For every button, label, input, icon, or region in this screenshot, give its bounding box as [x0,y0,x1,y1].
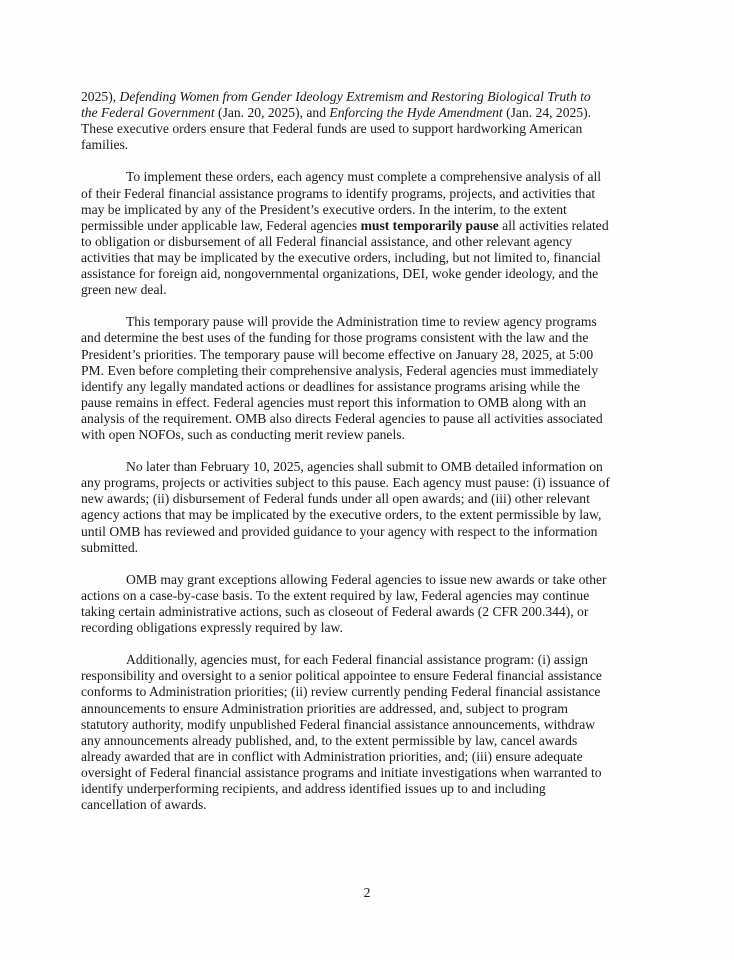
text-line [81,572,653,588]
text-segment: cancellation of awards. [81,797,207,813]
text-line [81,781,653,797]
text-segment: statutory authority, modify unpublished Federal financial assistance announcements, withdraw [81,716,596,732]
text-segment: green new deal. [81,282,167,298]
text-segment: actions on a case-by-case basis. To the extent required by law, Federal agencies may continue [81,587,590,603]
text-line [81,540,653,556]
text-line [81,652,653,668]
text-line [81,459,653,475]
text-line [81,266,653,282]
text-line [81,330,653,346]
text-segment: of their Federal financial assistance programs to identify programs, projects, and activities that [81,185,596,201]
paragraph-exceptions [81,572,653,636]
text-line [81,620,653,636]
text-segment: oversight of Federal financial assistance programs and initiate investigations when warranted to [81,764,602,780]
text-segment: announcements to ensure Administration priorities are addressed, and, subject to program [81,700,568,716]
text-segment: conforms to Administration priorities; (ii) review currently pending Federal financial assistance [81,684,601,700]
text-line [81,765,653,781]
text-line [81,186,653,202]
text-segment: and determine the best uses of the funding for those programs consistent with the law and the [81,330,589,346]
text-line [81,121,653,137]
text-segment: may be implicated by any of the President’s executive orders. In the interim, to the extent [81,201,567,217]
text-segment: No later than February 10, 2025, agencies shall submit to OMB detailed information on [126,459,603,475]
text-line [81,701,653,717]
text-segment: To implement these orders, each agency must complete a comprehensive analysis of all [126,169,602,185]
text-segment: with open NOFOs, such as conducting merit review panels. [81,426,405,442]
text-segment: identify underperforming recipients, and address identified issues up to and including [81,781,546,797]
document-body [81,89,653,829]
text-segment: families. [81,137,129,153]
text-line [81,234,653,250]
text-segment: identify any legally mandated actions or deadlines for assistance programs arising while the [81,378,581,394]
text-segment: This temporary pause will provide the Administration time to review agency programs [126,314,597,330]
text-line [81,427,653,443]
text-line [81,749,653,765]
text-segment: all activities related [498,217,609,233]
text-line [81,137,653,153]
text-segment: activities that may be implicated by the executive orders, including, but not limited to, financial [81,249,601,265]
text-line [81,202,653,218]
text-segment: new awards; (ii) disbursement of Federal funds under all open awards; and (iii) other relevant [81,491,590,507]
text-segment: taking certain administrative actions, such as closeout of Federal awards (2 CFR 200.344), or [81,604,589,619]
text-line [81,588,653,604]
text-line [81,524,653,540]
text-line [81,668,653,684]
text-line [81,314,653,330]
text-line [81,395,653,411]
text-line [81,684,653,700]
text-segment: Additionally, agencies must, for each Federal financial assistance program: (i) assign [126,652,588,668]
paragraph-implement-orders [81,169,653,298]
text-line [81,218,653,234]
text-line [81,347,653,363]
text-line [81,282,653,298]
text-line [81,507,653,523]
text-segment: recording obligations expressly required by law. [81,620,343,636]
text-line [81,89,653,105]
text-line [81,733,653,749]
italic-title: Enforcing the Hyde Amendment [329,105,503,121]
paragraph-temporary-pause [81,314,653,443]
page-number: 2 [363,885,371,900]
text-line [81,250,653,266]
text-segment: permissible under applicable law, Federal agencies [81,217,361,233]
text-line [81,604,653,620]
italic-title: Defending Women from Gender Ideology Extremism and Restoring Biological Truth to [119,89,591,104]
text-segment: any programs, projects or activities subject to this pause. Each agency must pause: (i) issuance of [81,475,610,491]
text-segment: pause remains in effect. Federal agencies must report this information to OMB along with an [81,394,587,410]
paragraph-continuation [81,89,653,153]
text-segment: (Jan. 20, 2025), and [214,105,330,121]
text-segment: OMB may grant exceptions allowing Federal agencies to issue new awards or take other [126,571,607,587]
text-line [81,491,653,507]
text-line [81,411,653,427]
text-segment: These executive orders ensure that Federal funds are used to support hardworking American [81,121,583,137]
paragraph-submission-deadline [81,459,653,556]
text-segment: agency actions that may be implicated by the executive orders, to the extent permissible by law, [81,507,602,523]
text-line [81,797,653,813]
text-segment: assistance for foreign aid, nongovernmental organizations, DEI, woke gender ideology, and the [81,266,599,282]
text-segment: analysis of the requirement. OMB also directs Federal agencies to pause all activities associated [81,410,603,426]
text-line [81,363,653,379]
bold-emphasis: must temporarily pause [360,217,499,233]
italic-title: the Federal Government [81,105,215,121]
text-line [81,475,653,491]
text-segment: any announcements already published, and, to the extent permissible by law, cancel awards [81,732,578,748]
text-segment: 2025), [81,89,120,104]
text-line [81,717,653,733]
text-segment: PM. Even before completing their comprehensive analysis, Federal agencies must immediately [81,362,599,378]
text-segment: (Jan. 24, 2025). [502,105,592,121]
text-line [81,379,653,395]
text-line [81,105,653,121]
text-segment: submitted. [81,539,139,555]
text-segment: responsibility and oversight to a senior political appointee to ensure Federal financial assistance [81,668,602,684]
paragraph-additional-requirements [81,652,653,813]
text-segment: to obligation or disbursement of all Federal financial assistance, and other relevant agency [81,233,573,249]
text-segment: until OMB has reviewed and provided guidance to your agency with respect to the information [81,523,598,539]
text-segment: President’s priorities. The temporary pause will become effective on January 28, 2025, at 5:00 [81,346,594,362]
text-line [81,169,653,185]
text-segment: already awarded that are in conflict with Administration priorities, and; (iii) ensure adequate [81,748,583,764]
